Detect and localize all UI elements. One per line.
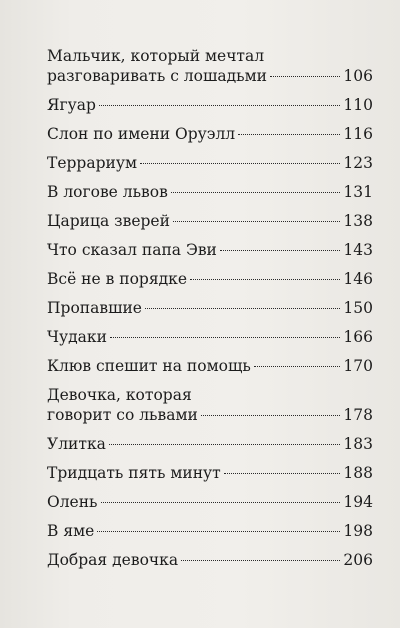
toc-entry-title: Добрая девочка — [47, 551, 179, 569]
toc-entry-title: Клюв спешит на помощь — [47, 357, 251, 375]
toc-entry — [47, 385, 373, 425]
toc-entry-line — [47, 124, 373, 144]
toc-entry — [47, 240, 373, 260]
toc-entry — [47, 463, 373, 483]
toc-entry — [47, 153, 373, 173]
toc-entry-line — [47, 153, 373, 173]
toc-entry — [47, 298, 373, 318]
toc-entry-title-line-1: Мальчик, который мечтал — [47, 47, 265, 65]
toc-entry-title: Олень — [47, 493, 98, 511]
toc-entry-line — [47, 298, 373, 318]
toc-entry-page: 110 — [343, 96, 373, 114]
toc-entry — [47, 211, 373, 231]
toc-entry-page: 206 — [343, 551, 373, 569]
toc-entry-title: Ягуар — [47, 96, 96, 114]
toc-entry-line — [47, 550, 373, 570]
toc-entry-line — [47, 240, 373, 260]
toc-entry-page: 131 — [343, 183, 373, 201]
toc-entry — [47, 95, 373, 115]
dot-leader — [238, 134, 340, 135]
toc-entry-line — [47, 66, 373, 86]
toc-entry — [47, 521, 373, 541]
dot-leader — [99, 105, 340, 106]
toc-entry — [47, 434, 373, 454]
toc-entry-page: 194 — [343, 493, 373, 511]
toc-entry — [47, 356, 373, 376]
toc-entry — [47, 46, 373, 86]
dot-leader — [145, 308, 340, 309]
toc-entry-title: Тридцать пять минут — [47, 464, 221, 482]
dot-leader — [270, 76, 340, 77]
toc-entry-title: Чудаки — [47, 328, 107, 346]
toc-entry-line — [47, 95, 373, 115]
dot-leader — [173, 221, 340, 222]
toc-entry — [47, 124, 373, 144]
dot-leader — [181, 560, 340, 561]
toc-entry-title: В яме — [47, 522, 95, 540]
dot-leader — [254, 366, 341, 367]
toc-entry — [47, 550, 373, 570]
toc-entry — [47, 269, 373, 289]
toc-entry-line — [47, 492, 373, 512]
dot-leader — [97, 531, 340, 532]
dot-leader — [201, 415, 341, 416]
toc-entry-title: Всё не в порядке — [47, 270, 188, 288]
toc-entry-line — [47, 211, 373, 231]
toc-entry-line — [47, 463, 373, 483]
toc-entry-page: 188 — [343, 464, 373, 482]
toc-entry — [47, 492, 373, 512]
toc-entry — [47, 182, 373, 202]
dot-leader — [171, 192, 341, 193]
toc-entry-page: 143 — [343, 241, 373, 259]
toc-entry-title: Что сказал папа Эви — [47, 241, 217, 259]
toc-entry-page: 106 — [343, 67, 373, 85]
table-of-contents — [47, 46, 373, 579]
toc-entry-title: Улитка — [47, 435, 106, 453]
toc-entry-title: говорит со львами — [47, 406, 198, 424]
toc-entry-title-line-1: Девочка, которая — [47, 386, 192, 404]
toc-entry-line — [47, 521, 373, 541]
toc-entry-title: разговаривать с лошадьми — [47, 67, 268, 85]
toc-entry-page: 170 — [343, 357, 373, 375]
toc-entry-line — [47, 182, 373, 202]
toc-entry-line — [47, 356, 373, 376]
toc-entry-line — [47, 269, 373, 289]
toc-entry-line — [47, 327, 373, 347]
toc-entry-page: 146 — [343, 270, 373, 288]
dot-leader — [110, 337, 341, 338]
toc-entry — [47, 327, 373, 347]
toc-entry-title: Террариум — [47, 154, 138, 172]
toc-entry-title: Слон по имени Оруэлл — [47, 125, 236, 143]
dot-leader — [140, 163, 340, 164]
toc-entry-page: 166 — [343, 328, 373, 346]
toc-entry-title: Пропавшие — [47, 299, 142, 317]
dot-leader — [101, 502, 341, 503]
dot-leader — [190, 279, 340, 280]
dot-leader — [224, 473, 341, 474]
dot-leader — [220, 250, 341, 251]
dot-leader — [109, 444, 341, 445]
toc-entry-title: Царица зверей — [47, 212, 170, 230]
toc-entry-page: 183 — [343, 435, 373, 453]
toc-entry-page: 198 — [343, 522, 373, 540]
toc-entry-page: 116 — [343, 125, 373, 143]
toc-entry-page: 178 — [343, 406, 373, 424]
toc-entry-page: 138 — [343, 212, 373, 230]
toc-entry-page: 150 — [343, 299, 373, 317]
toc-entry-line — [47, 434, 373, 454]
toc-entry-line — [47, 405, 373, 425]
toc-entry-title: В логове львов — [47, 183, 168, 201]
toc-entry-page: 123 — [343, 154, 373, 172]
